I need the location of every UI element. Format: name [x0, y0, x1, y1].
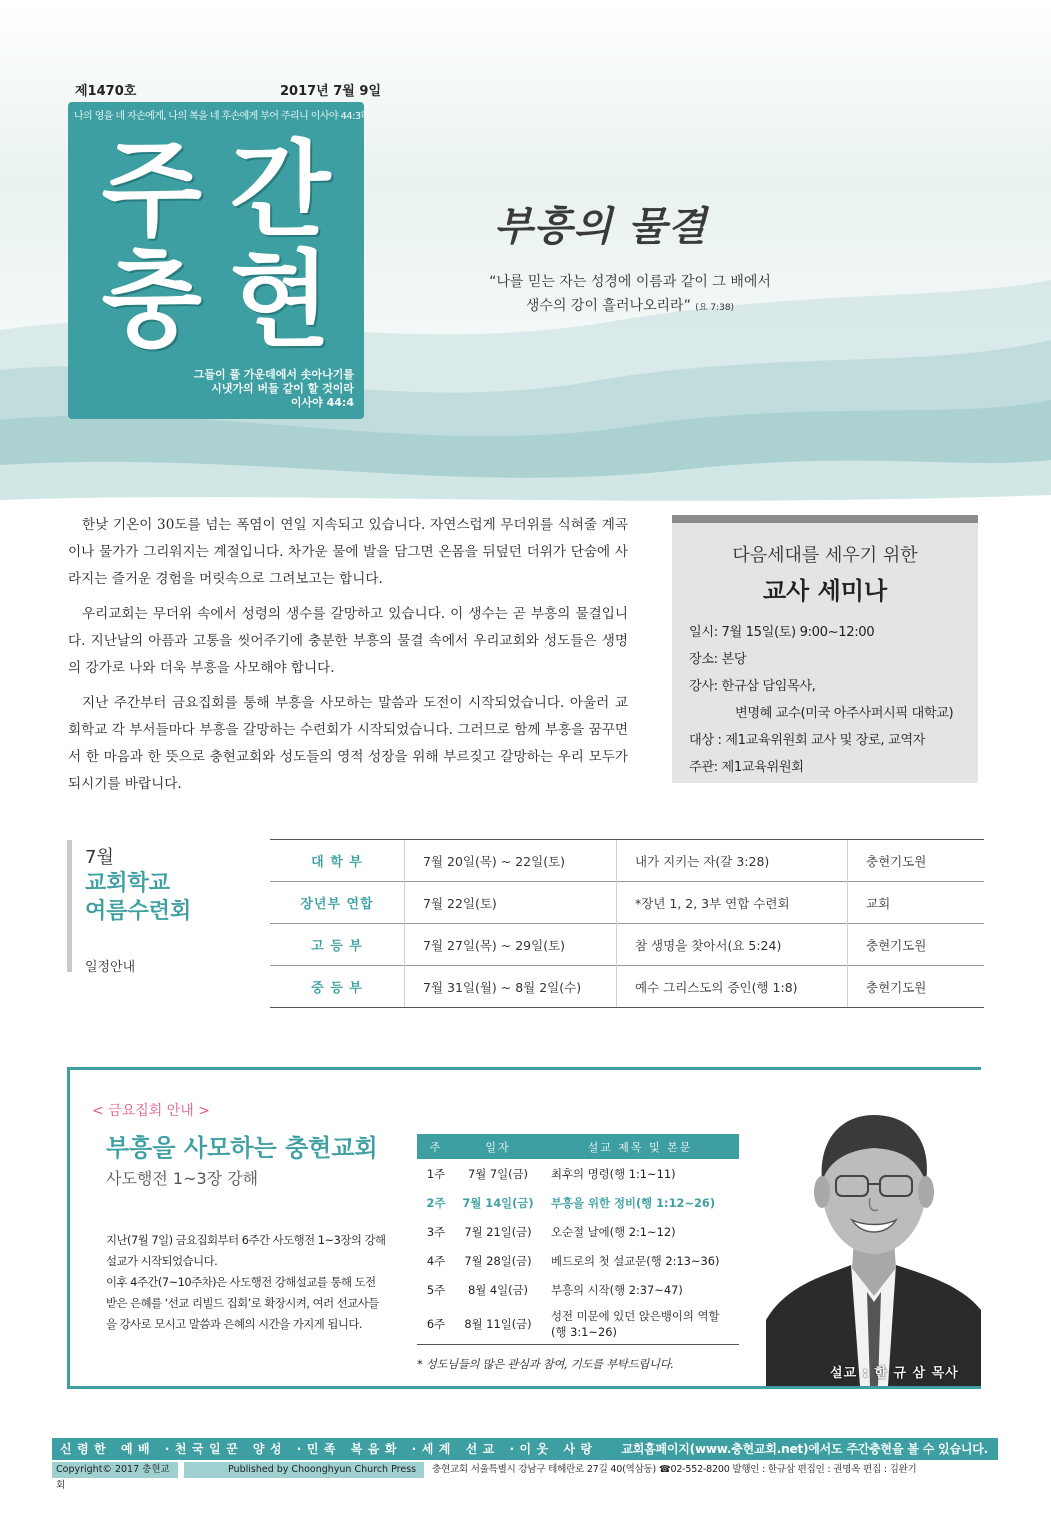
masthead-title-line1: 주간: [101, 128, 359, 251]
seminar-info-line: 장소: 본당: [689, 652, 747, 667]
friday-desc-line: 이후 4주간(7~10주차)은 사도행전 강해설교를 통해 도전: [106, 1275, 376, 1289]
table-row: [270, 840, 984, 882]
schedule-month: 7월: [85, 847, 114, 868]
date-cell: 7월 14일(금): [462, 1195, 534, 1210]
place-cell: 교회: [848, 882, 985, 924]
footer-info: [52, 1462, 998, 1491]
week-cell: 6주: [417, 1304, 455, 1345]
masthead-sub-line: 시냇가의 버들 같이 할 것이라: [211, 382, 354, 395]
title-cell: 오순절 날에(행 2:1~12): [551, 1224, 676, 1239]
theme-cell: *장년 1, 2, 3부 연합 수련회: [617, 882, 848, 924]
friday-subtitle: 사도행전 1~3장 강해: [106, 1169, 259, 1188]
col-header-week: 주: [417, 1134, 455, 1159]
teacher-seminar-box: [672, 515, 978, 783]
seminar-info-line: 일시: 7월 15일(토) 9:00~12:00: [689, 625, 875, 640]
date-cell: 7월 27일(목) ~ 29일(토): [405, 924, 617, 966]
week-cell: 4주: [426, 1253, 446, 1268]
friday-desc-line: 을 강사로 모시고 말씀과 은혜의 시간을 가지게 됩니다.: [106, 1317, 363, 1331]
footer-bar: [52, 1438, 998, 1460]
table-row: [417, 1159, 739, 1188]
seminar-subtitle: 다음세대를 세우기 위한: [732, 545, 918, 566]
schedule-guide: 일정안내: [85, 960, 136, 975]
publisher: Published by Choonghyun Church Press: [184, 1462, 424, 1478]
address-line: 충현교회 서울특별시 강남구 테헤란로 27길 40(역삼동) ☎02-552-8200 발행인 : 한규삼 편집인 : 권명옥 편집 : 김완기: [432, 1464, 917, 1475]
place-cell: 충현기도원: [848, 924, 985, 966]
church-motto: 신령한 예배 ·천국일꾼 양성 ·민족 복음화 ·세계 선교 ·이웃 사랑: [60, 1442, 598, 1456]
friday-service-box: [67, 1067, 981, 1389]
headline: 부흥의 물결: [494, 204, 708, 250]
table-row: [270, 924, 984, 966]
headline-quote: [470, 270, 790, 320]
title-cell: 부흥의 시작(행 2:37~47): [551, 1282, 683, 1297]
friday-desc-line: 받은 은혜를 ‘선교 리빌드 집회’로 확장시켜, 여러 선교사들: [106, 1296, 379, 1310]
date-cell: 8월 4일(금): [467, 1282, 528, 1297]
date-cell: 7월 28일(금): [464, 1253, 532, 1268]
dept-cell: 고 등 부: [270, 924, 405, 966]
table-row: [417, 1304, 739, 1345]
website-notice: 교회홈페이지(www.충현교회.net)에서도 주간충현을 볼 수 있습니다.: [621, 1442, 988, 1456]
issue-date: 2017년 7월 9일: [280, 84, 381, 99]
title-cell: 성전 미문에 있던 앉은뱅이의 역할 (행 3:1~26): [541, 1304, 739, 1345]
seminar-title: 교사 세미나: [762, 577, 888, 605]
issue-number: 제1470호: [75, 84, 137, 99]
title-cell: 베드로의 첫 설교문(행 2:13~36): [551, 1253, 720, 1268]
article-paragraph: 지난 주간부터 금요집회를 통해 부흥을 사모하는 말씀과 도전이 시작되었습니다. 아울러 교회학교 각 부서들마다 부흥을 갈망하는 수련회가 시작되었습니다. 그러므로 함께 부흥을 꿈꾸면서 한 마음과 한 뜻으로 충현교회와 성도들의 영적 성장을 위해 부르짖고 갈망하는 우리 모두가 되시기를 바랍니다.: [68, 695, 628, 792]
schedule-title: [85, 870, 191, 926]
table-header-row: [417, 1134, 739, 1159]
seminar-info-line: 변명혜 교수(미국 아주사퍼시픽 대학교): [735, 706, 954, 721]
title-cell: 부흥을 위한 정비(행 1:12~26): [551, 1195, 716, 1210]
friday-title: 부흥을 사모하는 충현교회: [106, 1134, 378, 1162]
place-cell: 충현기도원: [848, 840, 985, 882]
sermon-table: [417, 1134, 739, 1345]
masthead-title-line2: 충현: [101, 238, 359, 361]
seminar-info-line: 대상 : 제1교육위원회 교사 및 장로, 교역자: [689, 733, 926, 748]
friday-label: < 금요집회 안내 >: [92, 1103, 210, 1119]
date-cell: 7월 7일(금): [467, 1166, 528, 1181]
theme-cell: 참 생명을 찾아서(요 5:24): [617, 924, 848, 966]
masthead-verse: 나의 영을 네 자손에게, 나의 복을 네 후손에게 부어 주리니 이사야 44:3하: [74, 111, 370, 122]
title-cell: 최후의 명령(행 1:1~11): [551, 1166, 676, 1181]
date-cell: 8월 11일(금): [455, 1304, 541, 1345]
friday-description: [106, 1230, 396, 1335]
quote-line2: [470, 294, 790, 320]
table-row: [270, 966, 984, 1008]
seminar-info: [689, 619, 979, 781]
col-header-title: 설교 제목 및 본문: [541, 1134, 739, 1159]
seminar-info-line: 강사: 한규삼 담임목사,: [689, 679, 816, 694]
table-row: [270, 882, 984, 924]
table-row: [417, 1246, 739, 1275]
table-row: [417, 1188, 739, 1217]
dept-cell: 대 학 부: [270, 840, 405, 882]
dept-cell: 중 등 부: [270, 966, 405, 1008]
schedule-divider: [67, 840, 72, 972]
article-body: [68, 512, 628, 806]
friday-desc-line: 설교가 시작되었습니다.: [106, 1254, 218, 1268]
col-header-date: 일자: [455, 1134, 541, 1159]
masthead-sub-line: 그들이 풀 가운데에서 솟아나기를: [193, 368, 354, 381]
quote-line: 생수의 강이 흘러나오리라”: [525, 298, 691, 314]
masthead: [68, 102, 370, 419]
retreat-schedule-table: [270, 839, 984, 1008]
table-row: [417, 1275, 739, 1304]
copyright: Copyright© 2017 충현교회: [52, 1462, 178, 1478]
quote-ref: (요 7:38): [695, 303, 735, 313]
seminar-info-line: 주관: 제1교육위원회: [689, 760, 804, 775]
week-cell: 1주: [426, 1166, 446, 1181]
table-row: [417, 1217, 739, 1246]
date-cell: 7월 31일(월) ~ 8월 2일(수): [405, 966, 617, 1008]
date-cell: 7월 21일(금): [464, 1224, 532, 1239]
week-cell: 3주: [426, 1224, 446, 1239]
week-cell: 5주: [426, 1282, 446, 1297]
article-paragraph: 우리교회는 무더위 속에서 성령의 생수를 갈망하고 있습니다. 이 생수는 곧 부흥의 물결입니다. 지난날의 아픔과 고통을 씻어주기에 충분한 부흥의 물결 속에서 우리교회와 성도들은 생명의 강가로 나와 더욱 부흥을 사모해야 합니다.: [68, 606, 628, 676]
article-paragraph: 한낮 기온이 30도를 넘는 폭염이 연일 지속되고 있습니다. 자연스럽게 무더위를 식혀줄 계곡이나 물가가 그리워지는 계절입니다. 차가운 물에 발을 담그면 온몸을 뒤덮던 더위가 단숨에 사라지는 즐거운 경험을 머릿속으로 그려보고는 합니다.: [68, 517, 628, 587]
theme-cell: 예수 그리스도의 증인(행 1:8): [617, 966, 848, 1008]
friday-desc-line: 지난(7월 7일) 금요집회부터 6주간 사도행전 1~3장의 강해: [106, 1233, 386, 1247]
date-cell: 7월 22일(토): [405, 882, 617, 924]
pastor-caption: 설교 : 한 규 삼 목사: [830, 1366, 959, 1381]
schedule-title-line: 교회학교: [85, 871, 171, 896]
theme-cell: 내가 지키는 자(갈 3:28): [617, 840, 848, 882]
week-cell: 2주: [426, 1195, 446, 1210]
schedule-title-line: 여름수련회: [85, 899, 192, 924]
dept-cell: 장년부 연합: [270, 882, 405, 924]
place-cell: 충현기도원: [848, 966, 985, 1008]
pastor-photo: [766, 1070, 981, 1386]
date-cell: 7월 20일(목) ~ 22일(토): [405, 840, 617, 882]
friday-note: * 성도님들의 많은 관심과 참여, 기도를 부탁드립니다.: [417, 1357, 674, 1371]
masthead-sub-ref: 이사야 44:4: [290, 396, 354, 409]
quote-line: “나를 믿는 자는 성경에 이름과 같이 그 배에서: [489, 274, 771, 290]
